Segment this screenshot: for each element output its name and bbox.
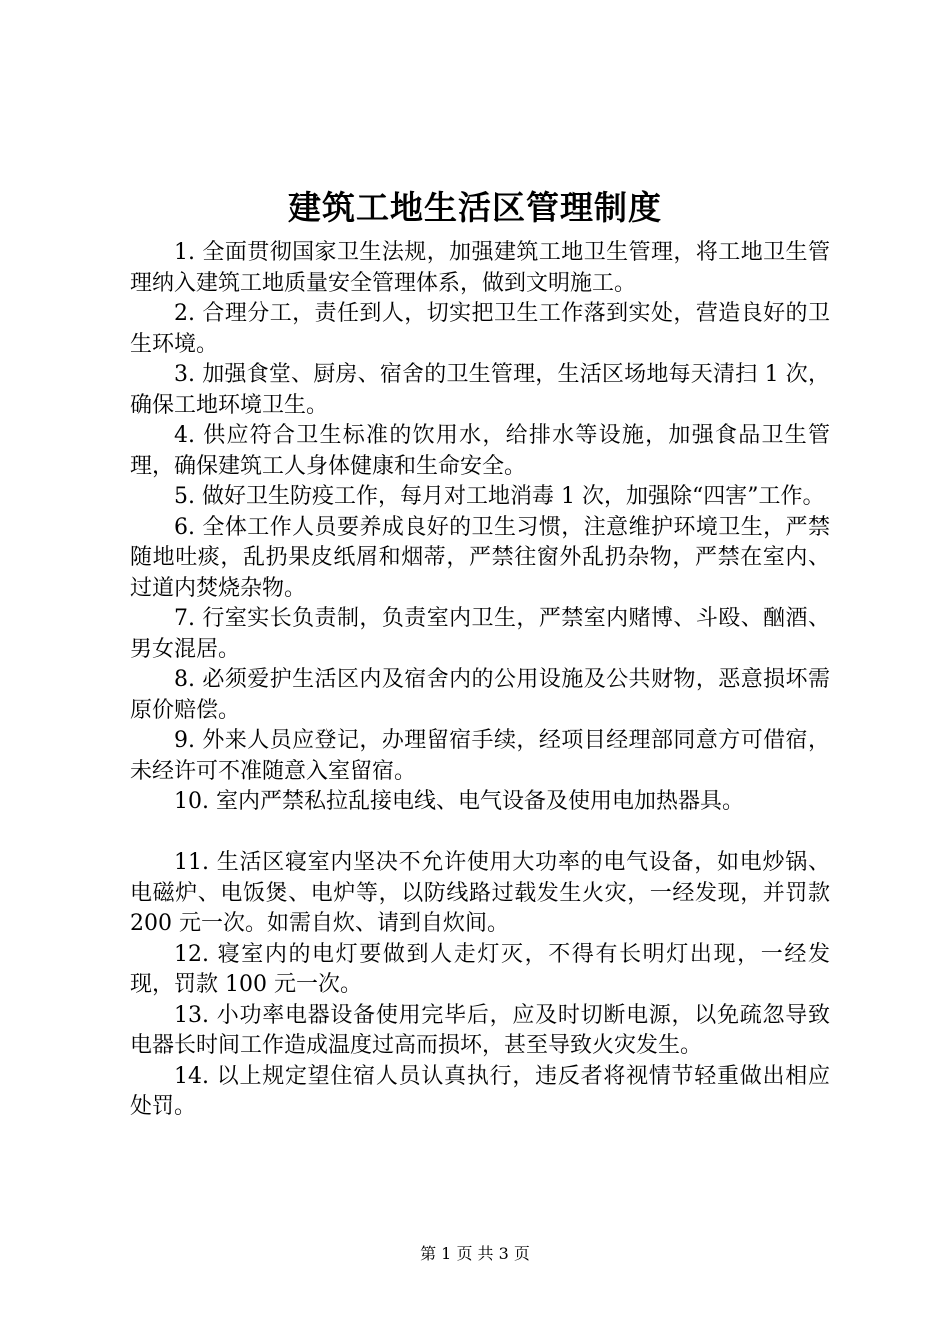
paragraph-8: 8. 必须爱护生活区内及宿舍内的公用设施及公共财物，恶意损坏需原价赔偿。 [130, 667, 830, 723]
paragraph-10: 10. 室内严禁私拉乱接电线、电气设备及使用电加热器具。 [174, 789, 744, 814]
paragraph-11: 11. 生活区寝室内坚决不允许使用大功率的电气设备，如电炒锅、电磁炉、电饭煲、电炉等，以防线路过载发生火灾，一经发现，并罚款 200 元一次。如需自炊、请到自炊间。 [130, 850, 830, 936]
paragraph-1: 1. 全面贯彻国家卫生法规，加强建筑工地卫生管理，将工地卫生管理纳入建筑工地质量安全管理体系，做到文明施工。 [130, 240, 830, 296]
paragraph-5: 5. 做好卫生防疫工作，每月对工地消毒 1 次，加强除“四害”工作。 [174, 484, 825, 509]
document-body [130, 238, 830, 1123]
paragraph-12: 12. 寝室内的电灯要做到人走灯灭，不得有长明灯出现，一经发现，罚款 100 元一次。 [130, 941, 830, 997]
paragraph-14: 14. 以上规定望住宿人员认真执行，违反者将视情节轻重做出相应处罚。 [130, 1063, 830, 1119]
document-title: 建筑工地生活区管理制度 [288, 188, 662, 227]
paragraph-7: 7. 行室实长负责制，负责室内卫生，严禁室内赌博、斗殴、酗酒、男女混居。 [130, 606, 830, 662]
paragraph-2: 2. 合理分工，责任到人，切实把卫生工作落到实处，营造良好的卫生环境。 [130, 301, 830, 357]
page-number: 第 1 页 共 3 页 [420, 1244, 530, 1263]
paragraph-9: 9. 外来人员应登记，办理留宿手续，经项目经理部同意方可借宿，未经许可不准随意入室留宿。 [130, 728, 830, 784]
paragraph-3: 3. 加强食堂、厨房、宿舍的卫生管理，生活区场地每天清扫 1 次，确保工地环境卫生。 [130, 362, 830, 418]
paragraph-4: 4. 供应符合卫生标准的饮用水，给排水等设施，加强食品卫生管理，确保建筑工人身体健康和生命安全。 [130, 423, 830, 479]
paragraph-6: 6. 全体工作人员要养成良好的卫生习惯，注意维护环境卫生，严禁随地吐痰，乱扔果皮纸屑和烟蒂，严禁往窗外乱扔杂物，严禁在室内、过道内焚烧杂物。 [130, 514, 830, 601]
paragraph-13: 13. 小功率电器设备使用完毕后，应及时切断电源，以免疏忽导致电器长时间工作造成温度过高而损坏，甚至导致火灾发生。 [130, 1002, 830, 1058]
